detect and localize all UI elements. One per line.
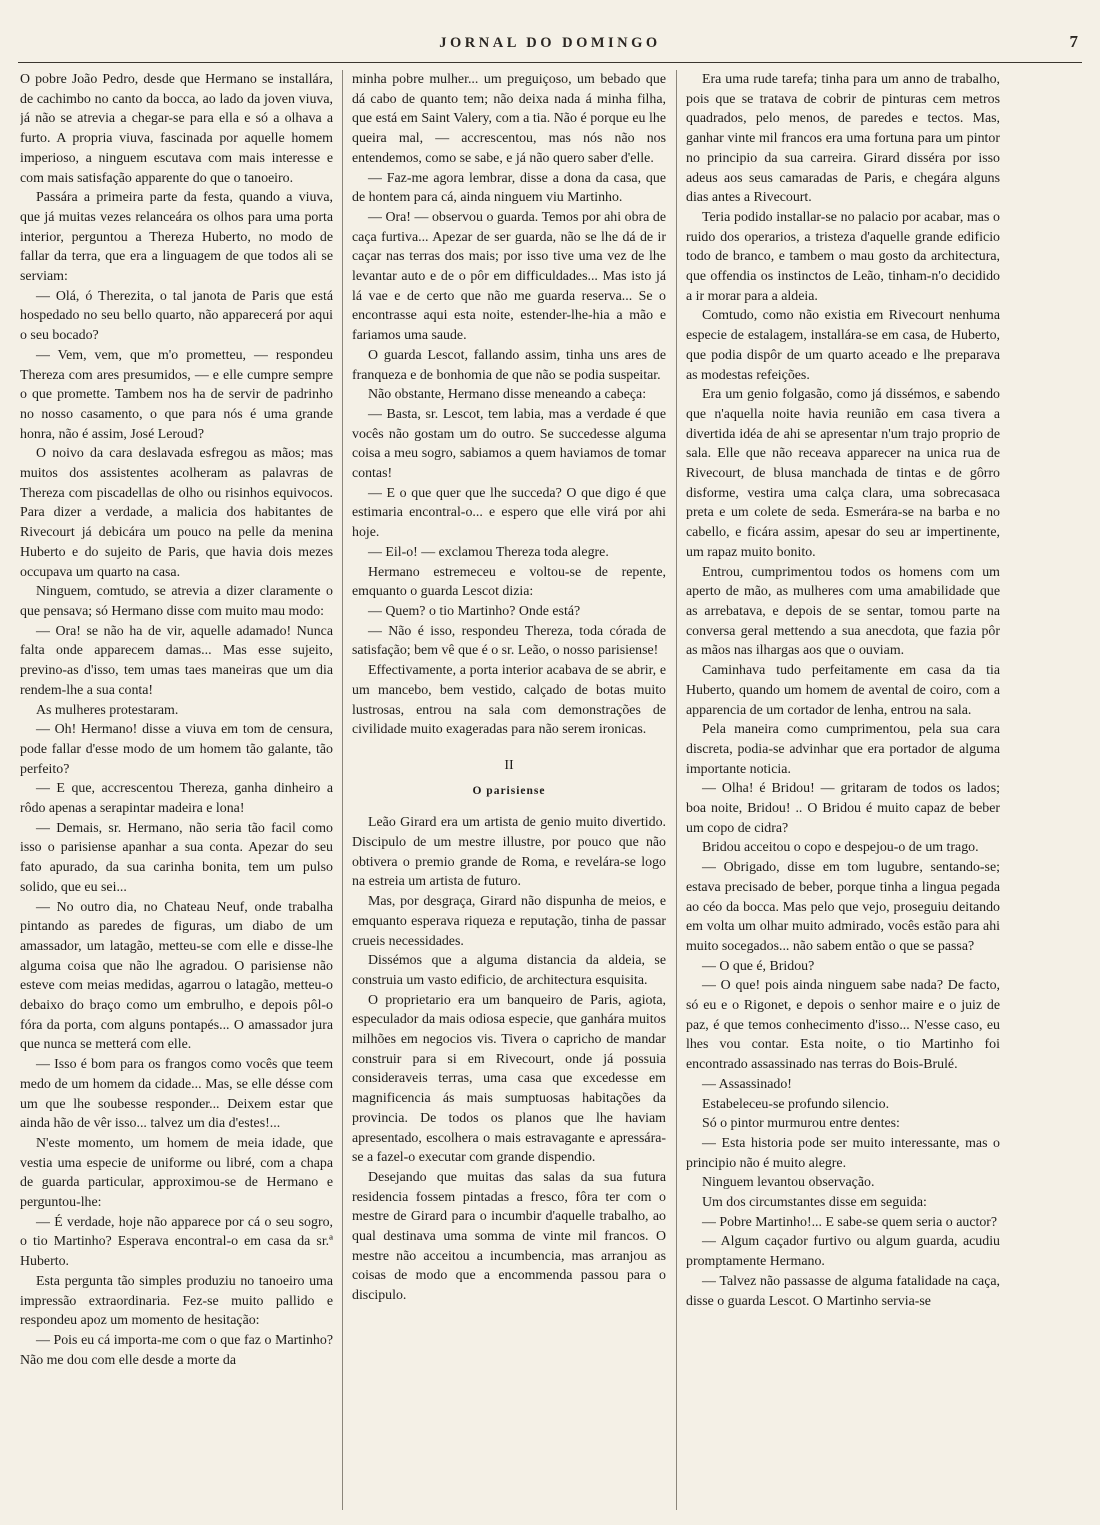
paragraph: O pobre João Pedro, desde que Hermano se installára, de cachimbo no canto da bocca, ao lado da joven viuva, já não se atrevia a chegar-se para ella e só a olhava a furto. A propria viuva, fascinada por aquelle homem imperioso, a ninguem escutava com mais interesse e com mais satisfação apparente do que o tanoeiro. xyxy=(20,72,333,186)
newspaper-title: JORNAL DO DOMINGO xyxy=(439,35,661,51)
paragraph: Desejando que muitas das salas da sua futura residencia fossem pintadas a fresco, fôra ter com o mestre de Girard para o incumbir d'aquelle trabalho, ao qual destinava uma somma de vinte mil francos. O mestre não acceitou a incumbencia, mas arranjou as coisas de modo que a encommenda passou para o discipulo. xyxy=(352,1169,666,1304)
paragraph: — Obrigado, disse em tom lugubre, sentando-se; estava precisado de beber, porque tinha a lingua pegada ao céo da bocca. Mas pelo que vejo, proseguiu deitando em volta um olhar muito admirado, vocês estão para ahi muito socegados... não sabem então o que se passa? xyxy=(686,860,1000,954)
paragraph: Um dos circumstantes disse em seguida: xyxy=(702,1195,927,1211)
paragraph: Não obstante, Hermano disse meneando a cabeça: xyxy=(368,387,647,403)
paragraph: — Basta, sr. Lescot, tem labia, mas a verdade é que vocês não gostam um do outro. Se succedesse alguma coisa a meu sogro, sabiamos a quem haviamos de tomar contas! xyxy=(352,406,666,482)
paragraph: — Ora! se não ha de vir, aquelle adamado! Nunca falta onde apparecem damas... Mas esse sujeito, previno-as d'isso, tem umas taes maneiras que um dia rendem-lhe a sua conta! xyxy=(20,623,333,698)
column-divider xyxy=(342,70,343,1510)
section-title: O parisiense xyxy=(472,784,546,797)
paragraph: O noivo da cara deslavada esfregou as mãos; mas muitos dos assistentes acolheram as palavras de Thereza com piscadellas de olho ou risinhos equivocos. Para dizer a verdade, a malicia dos habitantes de Rivecourt já debicára um pouco na pelle da menina Huberto e do sujeito de Paris, que havia dois mezes occupava um quarto na casa. xyxy=(20,446,333,580)
paragraph: Esta pergunta tão simples produziu no tanoeiro uma impressão extraordinaria. Fez-se muito pallido e respondeu apoz um momento de hesitação: xyxy=(20,1273,333,1329)
paragraph: Estabeleceu-se profundo silencio. xyxy=(702,1096,890,1112)
paragraph: Ninguem levantou observação. xyxy=(702,1175,875,1191)
paragraph: — Demais, sr. Hermano, não seria tão facil como isso o parisiense apanhar a sua conta. Apezar do seu fato apurado, da sua carinha bonita, tem um pulso solido, que eu sei... xyxy=(20,820,333,895)
paragraph: Passára a primeira parte da festa, quando a viuva, que já muitas vezes relanceára os olhos para uma porta interior, perguntou a Thereza Huberto, no modo de fallar da terra, que era a linguagem de que todos ali se serviam: xyxy=(20,190,333,285)
paragraph: Comtudo, como não existia em Rivecourt nenhuma especie de estalagem, installára-se em casa, de Huberto, que podia dispôr de um quarto aceado e lhe preparava as modestas refeições. xyxy=(686,308,1000,383)
paragraph: — Não é isso, respondeu Thereza, toda córada de satisfação; bem vê que é o sr. Leão, o nosso parisiense! xyxy=(352,623,666,659)
paragraph: — E que, accrescentou Thereza, ganha dinheiro a rôdo apenas a serapintar madeira e lona! xyxy=(20,781,333,817)
column-divider xyxy=(676,70,677,1510)
paragraph: — O que! pois ainda ninguem sabe nada? De facto, só eu e o Rigonet, e depois o senhor maire e o juiz de paz, é que temos conhecimento d'isso... N'esse caso, eu lhes vou contar. Esta noite, o tio Martinho foi encontrado assassinado nas terras do Bois-Brulé. xyxy=(686,978,1000,1073)
paragraph: Teria podido installar-se no palacio por acabar, mas o ruido dos operarios, a tristeza d'aquelle grande edificio todo de branco, e tambem o mau gosto da architectura, que offendia os instinctos de Leão, tinham-n'o decidido a ir morar para a aldeia. xyxy=(686,209,1000,304)
paragraph: O proprietario era um banqueiro de Paris, agiota, especulador da mais odiosa especie, que ganhára muitos milhões em negocios vis. Tivera o capricho de mandar construir para si em Rivecourt, onde já possuia consideraveis terras, uma casa que excedesse em magnificencia ás mais sumptuosas habitações da provincia. De todos os planos que lhe haviam apresentado, escolhera o mais estravagante e apressára-se a fazel-o executar com grande dispendio. xyxy=(352,992,666,1166)
paragraph: Hermano estremeceu e voltou-se de repente, emquanto o guarda Lescot dizia: xyxy=(352,564,666,600)
paragraph: — Quem? o tio Martinho? Onde está? xyxy=(368,603,581,619)
paragraph: — Vem, vem, que m'o prometteu, — respondeu Thereza com ares presumidos, — e elle cumpre sempre o que promette. Tambem nos ha de servir de padrinho no nosso casamento, o que para nós é uma grande honra, não é assim, José Leroud? xyxy=(20,347,333,442)
paragraph: Caminhava tudo perfeitamente em casa da tia Huberto, quando um homem de avental de coiro, com a apparencia de um cortador de lenha, entrou na sala. xyxy=(686,663,1000,718)
paragraph: — Assassinado! xyxy=(702,1076,792,1092)
paragraph: — O que é, Bridou? xyxy=(702,958,815,974)
paragraph: Leão Girard era um artista de genio muito divertido. Discipulo de um mestre illustre, por pouco que não obtivera o premio grande de Roma, e revelára-se logo na estreia um artista de futuro. xyxy=(352,815,666,890)
paragraph: Bridou acceitou o copo e despejou-o de um trago. xyxy=(702,840,979,856)
paragraph: Dissémos que a alguma distancia da aldeia, se construia um vasto edificio, de architectura esquisita. xyxy=(352,953,666,988)
paragraph: — Eil-o! — exclamou Thereza toda alegre. xyxy=(368,544,609,560)
paragraph: — Faz-me agora lembrar, disse a dona da casa, que de hontem para cá, ainda ninguem viu Martinho. xyxy=(352,170,666,206)
column-3 xyxy=(686,70,1000,1510)
paragraph: O guarda Lescot, fallando assim, tinha uns ares de franqueza e de bonhomia de que não se podia suspeitar. xyxy=(352,347,666,383)
paragraph: N'este momento, um homem de meia idade, que vestia uma especie de uniforme ou libré, com a chapa de guarda particular, approximou-se de Hermano e perguntou-lhe: xyxy=(20,1135,333,1211)
paragraph: — E o que quer que lhe succeda? O que digo é que estimaria encontral-o... e espero que elle virá por ahi hoje. xyxy=(352,485,666,541)
paragraph: — Pobre Martinho!... E sabe-se quem seria o auctor? xyxy=(702,1214,998,1230)
paragraph: Só o pintor murmurou entre dentes: xyxy=(702,1116,900,1132)
column-2 xyxy=(352,70,666,1510)
masthead xyxy=(18,28,1082,63)
paragraph: — Ora! — observou o guarda. Temos por ahi obra de caça furtiva... Apezar de ser guarda, não se lhe dá de ir caçar nas terras dos mais; por isso tive uma vez de lhe levantar auto e de o pôr em difficuldades... Mas isto já lá vae e de certo que não me guarda reserva... Se o encontrasse aqui esta noite, estender-lhe-hia a mão e fariamos uma saude. xyxy=(352,209,666,344)
paragraph: — Oh! Hermano! disse a viuva em tom de censura, pode fallar d'esse modo de um homem tão galante, tão perfeito? xyxy=(20,722,333,777)
column-1 xyxy=(20,70,333,1510)
paragraph: minha pobre mulher... um preguiçoso, um bebado que dá cabo de quanto tem; não deixa nada á minha filha, que está em Saint Valery, com a tia. Não é porque eu lhe queira mal, — accrescentou, mas nós não nos entendemos, como se sabe, e já não quero saber d'elle. xyxy=(352,72,666,166)
paragraph: Entrou, cumprimentou todos os homens com um aperto de mão, as mulheres com uma amabilidade que as arrebatava, e depois de se sentar, tomou parte na conversa geral mettendo a sua anecdota, que fazia pôr as mãos nas ilhargas aos que o ouviam. xyxy=(686,564,1000,659)
paragraph: Pela maneira como cumprimentou, pela sua cara discreta, podia-se advinhar que era portador de alguma importante noticia. xyxy=(686,722,1000,777)
section-number: II xyxy=(504,757,514,773)
paragraph: Ninguem, comtudo, se atrevia a dizer claramente o que pensava; só Hermano disse com muito mau modo: xyxy=(20,584,333,619)
paragraph: — Isso é bom para os frangos como vocês que teem medo de um homem da cidade... Mas, se elle désse com um que lhe soubesse responder... Deixem estar que ainda hão de vêr isso... talvez um dia d'estes!... xyxy=(20,1057,333,1132)
paragraph: — Olá, ó Therezita, o tal janota de Paris que está hospedado no seu bello quarto, não apparecerá por aqui o seu bocado? xyxy=(20,288,333,344)
paragraph: — Pois eu cá importa-me com o que faz o Martinho? Não me dou com elle desde a morte da xyxy=(20,1333,333,1368)
paragraph: — Esta historia pode ser muito interessante, mas o principio não é muito alegre. xyxy=(686,1135,1000,1171)
paragraph: — Talvez não passasse de alguma fatalidade na caça, disse o guarda Lescot. O Martinho servia-se xyxy=(686,1273,1000,1309)
paragraph: Era uma rude tarefa; tinha para um anno de trabalho, pois que se tratava de cobrir de pinturas cem metros quadrados, pelo menos, de paredes e tectos. Mas, ganhar vinte mil francos era uma fortuna para um pintor no principio da sua carreira. Girard disséra por isso adeus aos seus camaradas de Paris, e chegára alguns dias antes a Rivecourt. xyxy=(686,72,1000,206)
paragraph: Effectivamente, a porta interior acabava de se abrir, e um mancebo, bem vestido, calçado de botas muito lustrosas, entrou na sala com demonstrações de civilidade muito exageradas para não serem ironicas. xyxy=(352,663,666,738)
paragraph: Era um genio folgasão, como já dissémos, e sabendo que n'aquella noite havia reunião em casa tivera a divertida idéa de ahi se apresentar n'um trajo proprio de sala. Elle que não receava apparecer na unica rua de Rivecourt, de blusa manchada de tintas e de gôrro disforme, vestira uma calça clara, uma sobrecasaca preta e um colete de seda. Esmerára-se na barba e no cabello, e ficára assim, apesar do seu ar impertinente, um rapaz muito bonito. xyxy=(686,387,1000,560)
paragraph: — Olha! é Bridou! — gritaram de todos os lados; boa noite, Bridou! .. O Bridou é muito capaz de beber um copo de cidra? xyxy=(686,781,1000,836)
paragraph: — Algum caçador furtivo ou algum guarda, acudiu promptamente Hermano. xyxy=(686,1234,1000,1270)
paragraph: As mulheres protestaram. xyxy=(36,702,179,718)
paragraph: — É verdade, hoje não apparece por cá o seu sogro, o tio Martinho? Esperava encontral-o em casa da sr.ª Huberto. xyxy=(20,1214,333,1270)
paragraph: — No outro dia, no Chateau Neuf, onde trabalha pintando as paredes de figuras, um diabo de um amassador, um latagão, metteu-se com elle e disse-lhe alguma coisa que não lhe agradou. O parisiense não esteve com meias medidas, agarrou o latagão, metteu-o debaixo do braço como um embrulho, e depois pôl-o fóra da porta, com alguns pontapés... O amassador jura que nunca se metterá com elle. xyxy=(20,899,333,1053)
paragraph: Mas, por desgraça, Girard não dispunha de meios, e emquanto esperava riqueza e reputação, tinha de passar crueis necessidades. xyxy=(352,894,666,949)
page-number: 7 xyxy=(1069,32,1078,51)
